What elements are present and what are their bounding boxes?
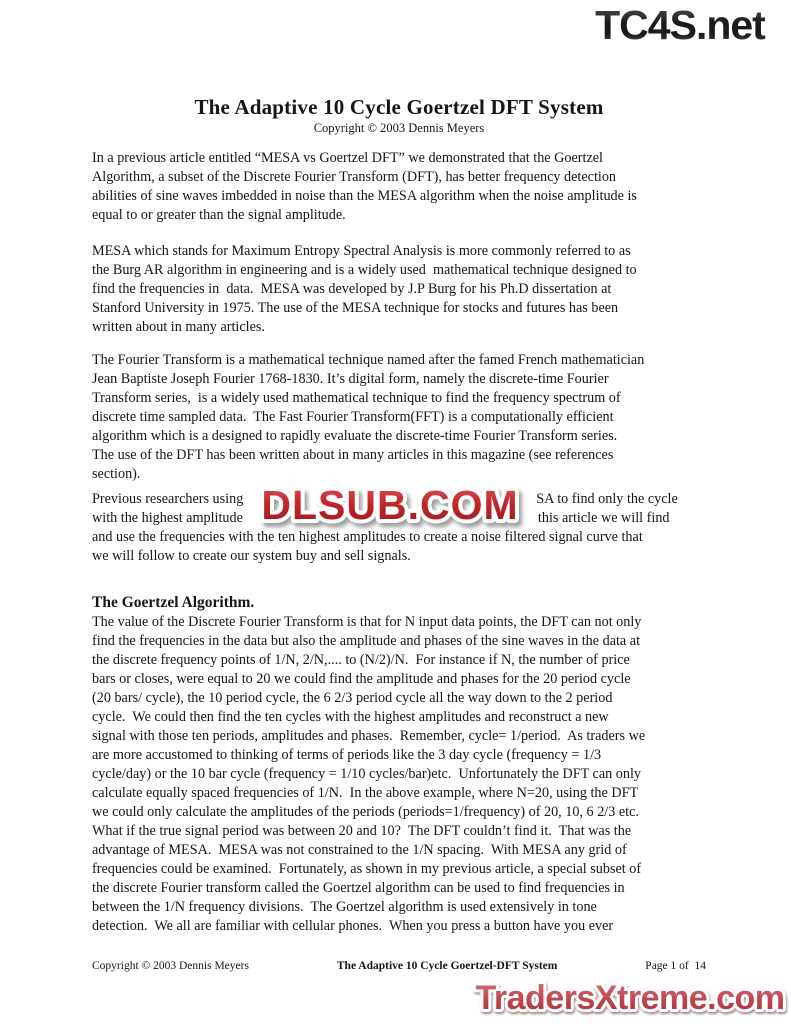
copyright-subtitle: Copyright © 2003 Dennis Meyers	[313, 121, 485, 135]
text-fragment: with the highest amplitude	[92, 510, 243, 526]
paragraph-mesa	[92, 242, 706, 337]
text-line: abilities of sine waves imbedded in noise than the MESA algorithm when the noise amplitude is	[92, 188, 637, 204]
text-line: advantage of MESA. MESA was not constrained to the 1/N spacing. With MESA any grid of	[92, 842, 627, 858]
text-line: The Fourier Transform is a mathematical technique named after the famed French mathematician	[92, 352, 645, 368]
text-line: and use the frequencies with the ten highest amplitudes to create a noise filtered signal curve that	[92, 529, 643, 545]
paragraph-fourier	[92, 351, 706, 484]
article-content	[92, 0, 706, 936]
text-line: find the frequencies in the data but also the amplitude and phases of the sine waves in the data at	[92, 633, 641, 649]
footer-page-number: Page 1 of 14	[645, 960, 706, 972]
paragraph-intro	[92, 149, 706, 225]
tradersxtreme-logo	[470, 976, 790, 1024]
text-line: Transform series, is a widely used mathematical technique to find the frequency spectrum of	[92, 390, 621, 406]
text-line: we will follow to create our system buy and sell signals.	[92, 548, 411, 564]
text-line: Stanford University in 1975. The use of the MESA technique for stocks and futures has been	[92, 300, 619, 316]
text-fragment: Previous researchers using	[92, 491, 244, 507]
text-line: What if the true signal period was between 20 and 10? The DFT couldn’t find it. That was the	[92, 823, 632, 839]
text-line: The use of the DFT has been written about in many articles in this magazine (see references	[92, 447, 614, 463]
tradersxtreme-logo-text: TradersXtreme.com	[475, 979, 785, 1017]
text-line: cycle/day) or the 10 bar cycle (frequency = 1/10 cycles/bar)etc. Unfortunately the DFT can only	[92, 766, 642, 782]
paragraph-previous-research	[92, 490, 706, 566]
text-line: (20 bars/ cycle), the 10 period cycle, the 6 2/3 period cycle all the way down to the 2 period	[92, 690, 613, 706]
text-line: detection. We all are familiar with cellular phones. When you press a button have you ever	[92, 918, 614, 934]
text-line: cycle. We could then find the ten cycles with the highest amplitudes and reconstruct a new	[92, 709, 609, 725]
text-line: In a previous article entitled “MESA vs Goertzel DFT” we demonstrated that the Goertzel	[92, 150, 603, 166]
section-heading-goertzel: The Goertzel Algorithm.	[92, 594, 255, 611]
text-line: calculate equally spaced frequencies of 1/N. In the above example, where N=20, using the DFT	[92, 785, 639, 801]
text-line: are more accustomed to thinking of terms of periods like the 3 day cycle (frequency = 1/3	[92, 747, 602, 763]
text-line: equal to or greater than the signal amplitude.	[92, 207, 346, 223]
text-line: the Burg AR algorithm in engineering and is a widely used mathematical technique designed to	[92, 262, 637, 278]
text-line: signal with those ten periods, amplitudes and phases. Remember, cycle= 1/period. As traders we	[92, 728, 646, 744]
text-line: find the frequencies in data. MESA was developed by J.P Burg for his Ph.D dissertation at	[92, 281, 612, 297]
text-line: the discrete Fourier transform called the Goertzel algorithm can be used to find frequencies in	[92, 880, 625, 896]
text-line: Jean Baptiste Joseph Fourier 1768-1830. It’s digital form, namely the discrete-time Fourier	[92, 371, 609, 387]
footer-copyright: Copyright © 2003 Dennis Meyers	[92, 960, 249, 972]
text-line: The value of the Discrete Fourier Transform is that for N input data points, the DFT can not only	[92, 614, 642, 630]
tc4s-logo-text: TC4S.net	[595, 2, 765, 48]
dlsub-watermark-text: DLSUB.COM	[261, 482, 519, 528]
tradersxtreme-logo-graphic	[470, 976, 790, 1022]
text-line: MESA which stands for Maximum Entropy Spectral Analysis is more commonly referred to as	[92, 243, 631, 259]
footer-document-title: The Adaptive 10 Cycle Goertzel-DFT System	[336, 960, 558, 972]
text-line: section).	[92, 466, 141, 482]
page-title: The Adaptive 10 Cycle Goertzel DFT System	[194, 95, 604, 119]
text-line: Algorithm, a subset of the Discrete Fourier Transform (DFT), has better frequency detection	[92, 169, 617, 185]
text-line: we could only calculate the amplitudes of the periods (periods=1/frequency) of 20, 10, 6 2/3 etc.	[92, 804, 639, 820]
text-line: discrete time sampled data. The Fast Fourier Transform(FFT) is a computationally efficient	[92, 409, 614, 425]
page-footer	[92, 960, 706, 972]
text-line	[92, 490, 706, 509]
text-line: frequencies could be examined. Fortunately, as shown in my previous article, a special subset of	[92, 861, 642, 877]
title-block	[92, 94, 706, 136]
text-line: algorithm which is a designed to rapidly evaluate the discrete-time Fourier Transform series.	[92, 428, 618, 444]
text-line: written about in many articles.	[92, 319, 265, 335]
text-fragment: this article we will find	[537, 510, 670, 526]
text-line: the discrete frequency points of 1/N, 2/N,.... to (N/2)/N. For instance if N, the number of price	[92, 652, 630, 668]
text-line: bars or closes, were equal to 20 we could find the amplitude and phases for the 20 period cycle	[92, 671, 631, 687]
text-line: between the 1/N frequency divisions. The Goertzel algorithm is used extensively in tone	[92, 899, 597, 915]
text-fragment: SA to find only the cycle	[536, 491, 678, 507]
paragraph-goertzel-body	[92, 613, 706, 936]
text-line	[92, 509, 706, 528]
